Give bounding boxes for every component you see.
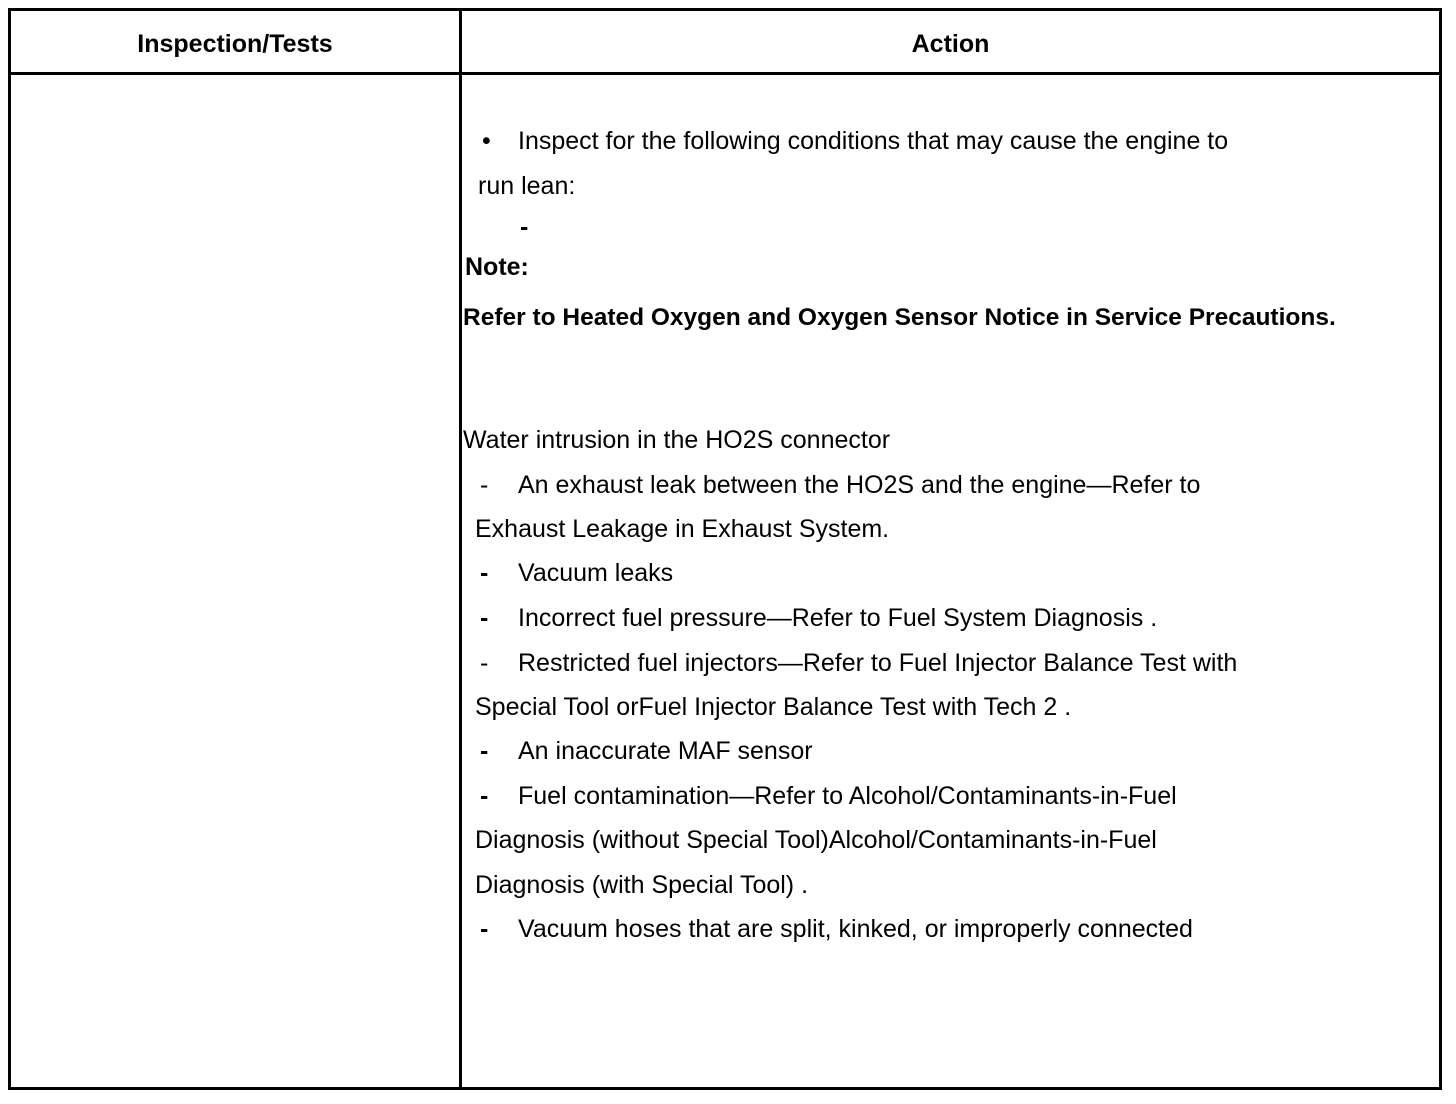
list-item-text-cont: Exhaust Leakage in Exhaust System. <box>475 515 890 543</box>
list-item-text-cont: Diagnosis (without Special Tool)Alcohol/Contaminants-in-Fuel <box>475 826 1157 854</box>
list-item-text: An inaccurate MAF sensor <box>518 737 813 765</box>
list-item-dash: - <box>480 604 489 632</box>
note-text: Refer to Heated Oxygen and Oxygen Sensor Notice in Service Precautions. <box>463 304 1336 331</box>
list-item-text: Vacuum leaks <box>518 559 674 587</box>
list-item-text: Fuel contamination—Refer to Alcohol/Contaminants-in-Fuel <box>518 782 1177 810</box>
list-item-text: Incorrect fuel pressure—Refer to Fuel System Diagnosis . <box>518 604 1158 632</box>
sub-dash-marker: - <box>520 213 529 241</box>
table-header-row <box>11 11 1439 75</box>
list-item-dash: - <box>480 915 489 943</box>
list-item-dash: - <box>480 737 489 765</box>
list-item-dash: - <box>480 471 489 499</box>
bullet-marker: • <box>482 127 491 155</box>
list-item-dash: - <box>480 649 489 677</box>
action-cell <box>462 75 1439 1087</box>
list-item-text-cont: Special Tool orFuel Injector Balance Test with Tech 2 . <box>475 693 1072 721</box>
list-item-text: An exhaust leak between the HO2S and the engine—Refer to <box>518 471 1201 499</box>
header-inspection-tests: Inspection/Tests <box>137 30 333 58</box>
list-item-text: Restricted fuel injectors—Refer to Fuel Injector Balance Test with <box>518 649 1238 677</box>
intro-line-1: Inspect for the following conditions that may cause the engine to <box>518 127 1229 155</box>
inspection-action-table <box>8 8 1442 1090</box>
water-intrusion-text: Water intrusion in the HO2S connector <box>463 426 891 454</box>
list-item-dash: - <box>480 559 489 587</box>
note-label: Note: <box>465 253 529 281</box>
header-action: Action <box>911 30 990 58</box>
list-item-text: Vacuum hoses that are split, kinked, or improperly connected <box>518 915 1193 943</box>
list-item-dash: - <box>480 782 489 810</box>
intro-line-2: run lean: <box>478 172 576 200</box>
list-item-text-cont: Diagnosis (with Special Tool) . <box>475 871 809 899</box>
